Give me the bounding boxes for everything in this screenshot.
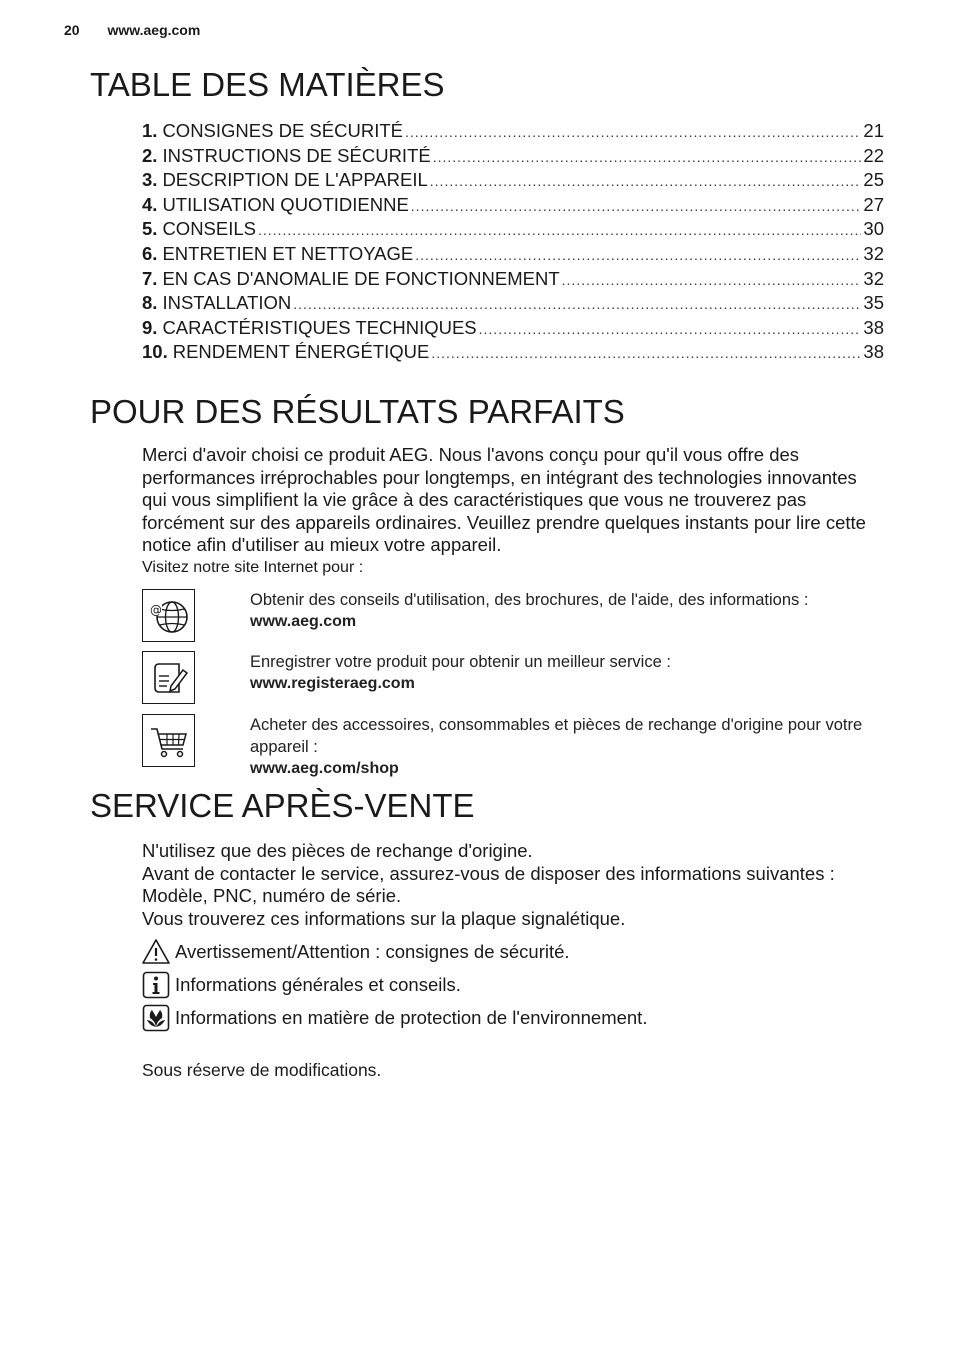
service-text (142, 840, 884, 930)
page-number: 20 (64, 22, 80, 38)
results-intro: Merci d'avoir choisi ce produit AEG. Nous l'avons conçu pour qu'il vous offre des performances irréprochables pour longtemps, en intégrant des technologies innovantes qui vous simplifient la vie grâce à des caractéristiques que vous ne trouverez pas forcément sur des appareils ordinaires. Veuillez prendre quelques instants pour lire cette notice afin d'utiliser au mieux votre appareil. (142, 444, 866, 555)
service-description: Enregistrer votre produit pour obtenir un meilleur service : (250, 653, 671, 671)
toc-item[interactable]: 4. UTILISATION QUOTIDIENNE ..... 27 (142, 194, 884, 219)
legend-text: Informations en matière de protection de l'environnement. (175, 1006, 648, 1028)
page-header (64, 22, 200, 38)
toc-item-label: INSTRUCTIONS DE SÉCURITÉ (162, 144, 431, 166)
toc-item[interactable]: 9. CARACTÉRISTIQUES TECHNIQUES ..... 38 (142, 317, 884, 342)
service-row-info (142, 589, 884, 645)
toc-item-label: RENDEMENT ÉNERGÉTIQUE (172, 341, 430, 363)
legend-text: Avertissement/Attention : consignes de sécurité. (175, 940, 570, 962)
toc-title: TABLE DES MATIÈRES (90, 66, 445, 103)
register-website-link[interactable]: www.registeraeg.com (250, 675, 415, 692)
toc-item-label: UTILISATION QUOTIDIENNE (162, 193, 409, 215)
toc-item[interactable]: 3. DESCRIPTION DE L'APPAREIL ..... 25 (142, 169, 884, 194)
legend-text: Informations générales et conseils. (175, 973, 461, 995)
toc-item-page: 38 (863, 341, 884, 363)
visit-label: Visitez notre site Internet pour : (142, 559, 364, 576)
toc-item[interactable]: 5. CONSEILS ..... 30 (142, 218, 884, 243)
toc-item-label: CONSEILS (162, 218, 256, 240)
toc-item[interactable]: 10. RENDEMENT ÉNERGÉTIQUE ..... 38 (142, 341, 884, 366)
toc-item[interactable]: 2. INSTRUCTIONS DE SÉCURITÉ ..... 22 (142, 145, 884, 170)
globe-at-icon (142, 589, 195, 642)
toc-item[interactable]: 8. INSTALLATION ..... 35 (142, 292, 884, 317)
toc-item[interactable]: 6. ENTRETIEN ET NETTOYAGE ..... 32 (142, 243, 884, 268)
warning-triangle-icon (142, 938, 170, 966)
toc-item-label: CARACTÉRISTIQUES TECHNIQUES (162, 316, 477, 338)
svg-text:@: @ (149, 602, 162, 617)
toc-item-page: 35 (863, 292, 884, 314)
toc-item[interactable]: 7. EN CAS D'ANOMALIE DE FONCTIONNEMENT ..... 32 (142, 268, 884, 293)
toc-item-label: INSTALLATION (162, 292, 292, 314)
toc-item-label: EN CAS D'ANOMALIE DE FONCTIONNEMENT (162, 267, 560, 289)
toc-item-page: 32 (863, 242, 884, 264)
toc-item-page: 30 (863, 218, 884, 240)
service-row-register (142, 651, 884, 707)
service-line: N'utilisez que des pièces de rechange d'origine. (142, 840, 533, 861)
service-line: Avant de contacter le service, assurez-vous de disposer des informations suivantes : Modèle, PNC, numéro de série. (142, 862, 835, 906)
legend-item (142, 968, 884, 1001)
info-icon (142, 971, 170, 999)
results-title: POUR DES RÉSULTATS PARFAITS (90, 393, 625, 430)
toc-item-page: 38 (863, 316, 884, 338)
toc-item-page: 21 (863, 120, 884, 141)
service-row-shop (142, 714, 884, 777)
toc-item-page: 32 (863, 267, 884, 289)
header-site-link[interactable]: www.aeg.com (107, 22, 201, 38)
toc-item-label: DESCRIPTION DE L'APPAREIL (162, 169, 428, 191)
service-description: Acheter des accessoires, consommables et pièces de rechange d'origine pour votre appareil : (250, 716, 863, 756)
symbol-legend (142, 935, 884, 1034)
aeg-website-link[interactable]: www.aeg.com (250, 613, 357, 630)
toc-item-page: 22 (863, 144, 884, 166)
shopping-cart-icon (142, 714, 195, 767)
toc-item-label: ENTRETIEN ET NETTOYAGE (162, 242, 414, 264)
service-description: Obtenir des conseils d'utilisation, des brochures, de l'aide, des informations : (250, 591, 809, 609)
footer-note: Sous réserve de modifications. (142, 1060, 382, 1080)
toc-item-page: 25 (863, 169, 884, 191)
table-of-contents (142, 120, 884, 366)
legend-item (142, 935, 884, 968)
register-document-icon (142, 651, 195, 704)
shop-website-link[interactable]: www.aeg.com/shop (250, 760, 399, 777)
environment-icon (142, 1004, 170, 1032)
service-title: SERVICE APRÈS-VENTE (90, 787, 475, 824)
service-line: Vous trouverez ces informations sur la plaque signalétique. (142, 907, 626, 929)
toc-item-label: CONSIGNES DE SÉCURITÉ (162, 120, 403, 141)
toc-item[interactable]: 1. CONSIGNES DE SÉCURITÉ ..... 21 (142, 120, 884, 145)
legend-item (142, 1001, 884, 1034)
toc-item-page: 27 (863, 193, 884, 215)
